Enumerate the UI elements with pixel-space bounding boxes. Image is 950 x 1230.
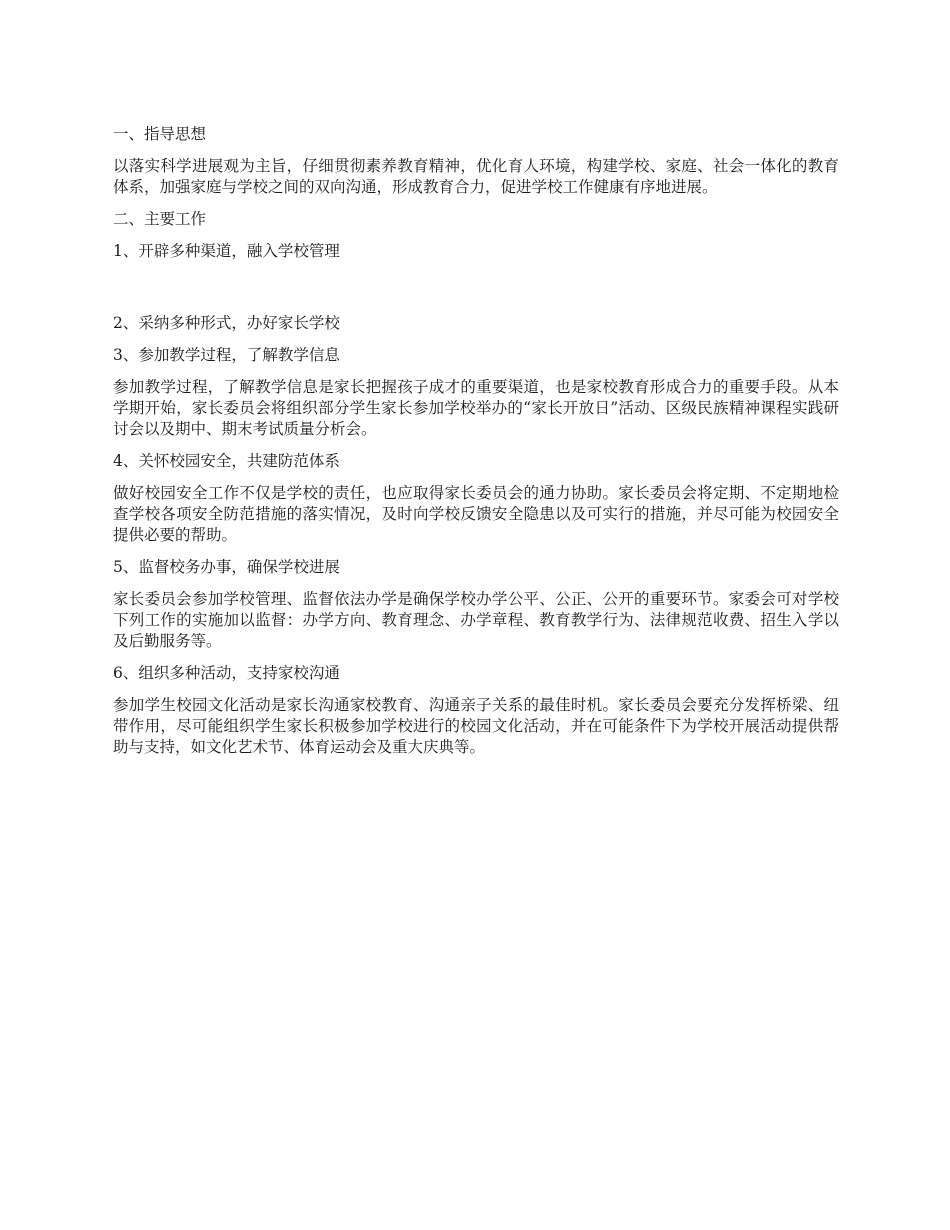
paragraph-item-3: 参加教学过程，了解教学信息是家长把握孩子成才的重要渠道，也是家校教育形成合力的重要手段。从本学期开始，家长委员会将组织部分学生家长参加学校举办的“家长开放日”活动、区级民族精神课程实践研讨会以及期中、期末考试质量分析会。 bbox=[113, 378, 839, 438]
section-heading-guiding-ideology: 一、指导思想 bbox=[113, 125, 207, 143]
section-heading-main-work: 二、主要工作 bbox=[113, 210, 207, 228]
paragraph-item-4: 做好校园安全工作不仅是学校的责任，也应取得家长委员会的通力协助。家长委员会将定期、不定期地检查学校各项安全防范措施的落实情况，及时向学校反馈安全隐患以及可实行的措施，并尽可能为校园安全提供必要的帮助。 bbox=[113, 484, 839, 544]
item-heading-3: 3、参加教学过程，了解教学信息 bbox=[113, 346, 340, 364]
paragraph-item-6: 参加学生校园文化活动是家长沟通家校教育、沟通亲子关系的最佳时机。家长委员会要充分发挥桥梁、纽带作用，尽可能组织学生家长积极参加学校进行的校园文化活动，并在可能条件下为学校开展活动提供帮助与支持，如文化艺术节、体育运动会及重大庆典等。 bbox=[113, 696, 839, 756]
paragraph-item-5: 家长委员会参加学校管理、监督依法办学是确保学校办学公平、公正、公开的重要环节。家委会可对学校下列工作的实施加以监督：办学方向、教育理念、办学章程、教育教学行为、法律规范收费、招生入学以及后勤服务等。 bbox=[113, 590, 839, 650]
item-heading-4: 4、关怀校园安全，共建防范体系 bbox=[113, 452, 340, 470]
paragraph-guiding-ideology: 以落实科学进展观为主旨，仔细贯彻素养教育精神，优化育人环境，构建学校、家庭、社会一体化的教育体系，加强家庭与学校之间的双向沟通，形成教育合力，促进学校工作健康有序地进展。 bbox=[113, 157, 839, 196]
item-heading-2: 2、采纳多种形式，办好家长学校 bbox=[113, 314, 340, 332]
item-heading-6: 6、组织多种活动，支持家校沟通 bbox=[113, 664, 340, 682]
document-page bbox=[113, 124, 839, 769]
item-heading-1: 1、开辟多种渠道，融入学校管理 bbox=[113, 242, 340, 260]
blank-space bbox=[113, 273, 839, 313]
item-heading-5: 5、监督校务办事，确保学校进展 bbox=[113, 558, 340, 576]
